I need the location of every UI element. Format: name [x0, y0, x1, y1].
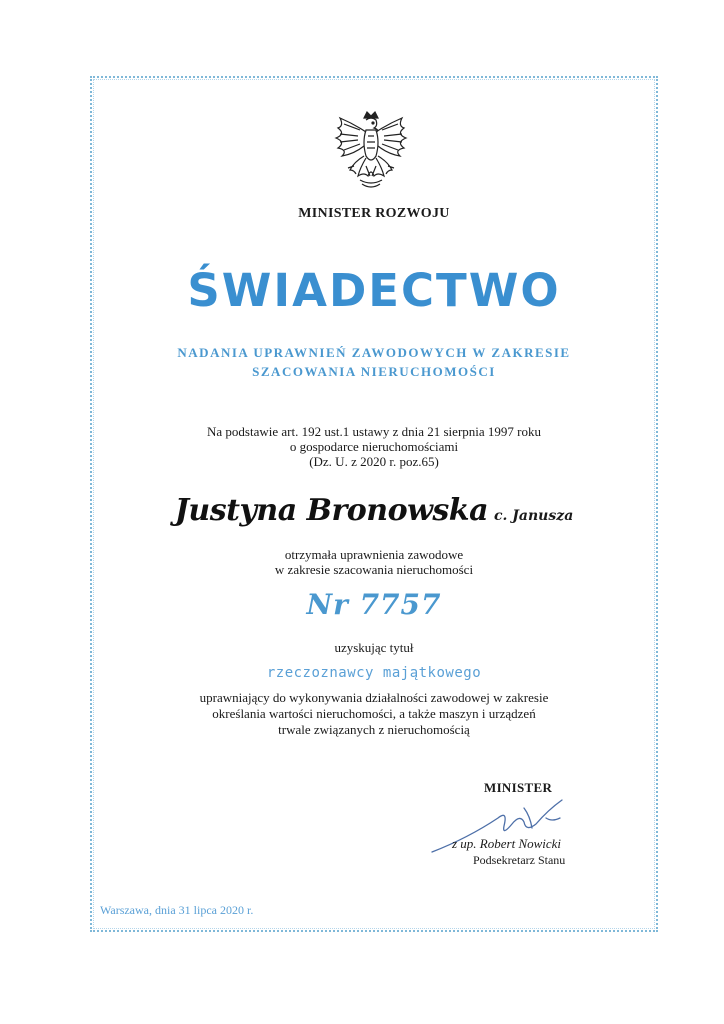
legal-basis-line-2: o gospodarce nieruchomościami	[289, 439, 459, 454]
recipient-block	[100, 493, 648, 528]
scope-line-2: określania wartości nieruchomości, a także maszyn i urządzeń	[212, 706, 536, 721]
subtitle-line-1: NADANIA UPRAWNIEŃ ZAWODOWYCH W ZAKRESIE	[177, 345, 571, 360]
obtaining-title-label: uzyskując tytuł	[334, 640, 414, 655]
signature-title: MINISTER	[484, 780, 553, 795]
subtitle-line-2: SZACOWANIA NIERUCHOMOŚCI	[252, 364, 496, 379]
place-and-date: Warszawa, dnia 31 lipca 2020 r.	[100, 903, 254, 917]
received-line-1: otrzymała uprawnienia zawodowe	[284, 547, 464, 562]
legal-basis-line-3: (Dz. U. z 2020 r. poz.65)	[309, 454, 439, 469]
recipient-father-name: c. Janusza	[494, 508, 574, 524]
issuer-heading: MINISTER ROZWOJU	[298, 206, 450, 221]
certificate-title: ŚWIADECTWO	[187, 264, 561, 317]
signer-name: z up. Robert Nowicki	[452, 836, 562, 851]
profession-title: rzeczoznawcy majątkowego	[266, 665, 482, 681]
certificate-number: Nr 7757	[306, 588, 442, 621]
scope-line-3: trwale związanych z nieruchomością	[278, 722, 470, 737]
received-line-2: w zakresie szacowania nieruchomości	[274, 562, 474, 577]
recipient-name: Justyna Bronowska	[174, 493, 489, 528]
signer-role: Podsekretarz Stanu	[473, 853, 566, 867]
polish-eagle-emblem-icon	[330, 110, 412, 198]
legal-basis-line-1: Na podstawie art. 192 ust.1 ustawy z dnia 21 sierpnia 1997 roku	[207, 424, 541, 439]
scope-line-1: uprawniający do wykonywania działalności zawodowej w zakresie	[199, 690, 549, 705]
